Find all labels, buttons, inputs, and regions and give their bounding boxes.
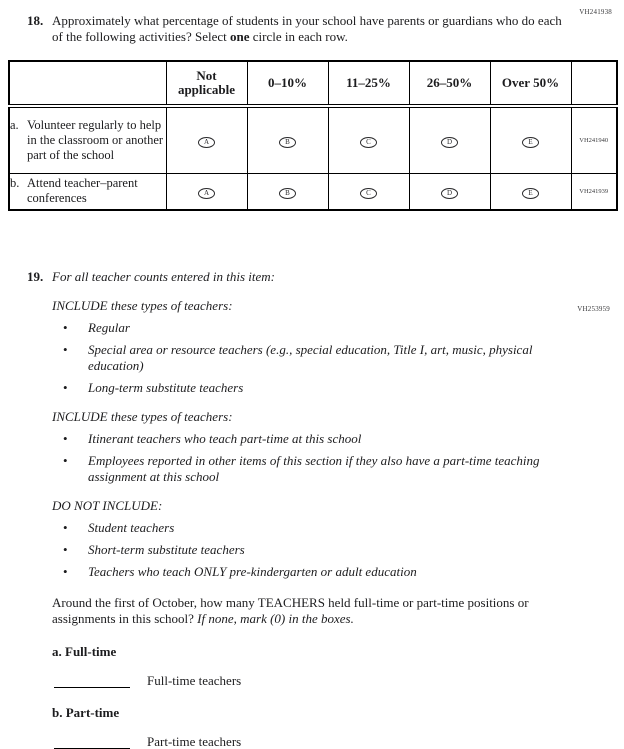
question-19-intro: For all teacher counts entered in this item: xyxy=(52,269,275,284)
list-item xyxy=(52,431,587,447)
question-19-number: 19. xyxy=(27,269,44,284)
list-item xyxy=(52,320,587,336)
include-heading-1: INCLUDE these types of teachers: xyxy=(52,298,233,313)
header-26-50: 26–50% xyxy=(409,61,490,106)
table-header-row xyxy=(9,61,617,106)
item-code-q19: VH253959 xyxy=(577,305,610,313)
answer-a-label: a. Full-time xyxy=(52,644,117,659)
bullet-icon: • xyxy=(63,342,68,357)
header-blank xyxy=(9,61,166,106)
question-18-number: 18. xyxy=(27,13,44,28)
question-19-body xyxy=(52,269,587,749)
answer-b-label: b. Part-time xyxy=(52,705,120,720)
row-a-label-cell xyxy=(9,106,166,173)
answer-bubble-b5[interactable]: E xyxy=(522,188,539,199)
answer-a-line xyxy=(52,673,587,688)
question-18-text-part2: circle in each row. xyxy=(249,28,348,44)
header-not-applicable: Not applicable xyxy=(166,61,247,106)
bullet-icon: • xyxy=(63,431,68,446)
table-row-a xyxy=(9,106,617,173)
answer-bubble-a1[interactable]: A xyxy=(198,137,215,148)
answer-bubble-b3[interactable]: C xyxy=(360,188,377,199)
include-heading-2: INCLUDE these types of teachers: xyxy=(52,409,233,424)
part-time-teachers-label: Part-time teachers xyxy=(147,734,242,749)
bullet-icon: • xyxy=(63,453,68,468)
bullet-text-regular: Regular xyxy=(88,320,130,335)
list-item xyxy=(52,542,587,558)
table-row-b xyxy=(9,173,617,210)
row-a-code: VH241940 xyxy=(571,106,617,173)
header-code-blank xyxy=(571,61,617,106)
full-time-teachers-label: Full-time teachers xyxy=(147,673,242,688)
bullet-icon: • xyxy=(63,542,68,557)
list-item xyxy=(52,380,587,396)
answer-bubble-a5[interactable]: E xyxy=(522,137,539,148)
question-18-text-part1: Approximately what percentage of students in your school have parents or guardians who do each of the following activities? Select xyxy=(52,13,562,44)
row-b-label: Attend teacher–parent conferences xyxy=(27,176,138,206)
question-19-final-text xyxy=(52,595,544,627)
answer-bubble-b1[interactable]: A xyxy=(198,188,215,199)
do-not-include-heading: DO NOT INCLUDE: xyxy=(52,498,163,513)
bullet-icon: • xyxy=(63,380,68,395)
row-b-code: VH241939 xyxy=(571,173,617,210)
bullet-text-short-term: Short-term substitute teachers xyxy=(88,542,245,557)
answer-table xyxy=(8,60,618,211)
answer-bubble-b4[interactable]: D xyxy=(441,188,458,199)
bullet-text-special-area: Special area or resource teachers (e.g., special education, Title I, art, music, physical education) xyxy=(88,342,533,373)
bullet-text-itinerant: Itinerant teachers who teach part-time at this school xyxy=(88,431,362,446)
answer-bubble-a2[interactable]: B xyxy=(279,137,296,148)
bullet-text-long-term: Long-term substitute teachers xyxy=(88,380,244,395)
answer-b-line xyxy=(52,734,587,749)
list-item xyxy=(52,342,587,374)
question-18 xyxy=(0,0,624,44)
list-item xyxy=(52,453,587,485)
item-code-q18: VH241938 xyxy=(579,8,612,16)
row-a-label: Volunteer regularly to help in the classroom or another part of the school xyxy=(27,117,164,162)
answer-bubble-b2[interactable]: B xyxy=(279,188,296,199)
question-19 xyxy=(27,269,624,749)
list-item xyxy=(52,520,587,536)
bullet-text-employees: Employees reported in other items of this section if they also have a part-time teaching assignment at this school xyxy=(88,453,540,484)
header-11-25: 11–25% xyxy=(328,61,409,106)
list-item xyxy=(52,564,587,580)
fill-in-blank-full-time[interactable] xyxy=(54,674,130,688)
fill-in-blank-part-time[interactable] xyxy=(54,735,130,749)
bullet-icon: • xyxy=(63,520,68,535)
final-text-roman: Around the first of October, how many TEACHERS held full-time or part-time positions or assignments in this school? xyxy=(52,595,529,626)
header-over-50: Over 50% xyxy=(490,61,571,106)
row-b-prefix: b. xyxy=(10,176,20,191)
final-text-italic: If none, mark (0) in the boxes. xyxy=(197,611,354,626)
bullet-text-only-prek: Teachers who teach ONLY pre-kindergarten or adult education xyxy=(88,564,417,579)
answer-bubble-a4[interactable]: D xyxy=(441,137,458,148)
bullet-icon: • xyxy=(63,320,68,335)
question-18-bold-word: one xyxy=(229,28,250,44)
row-b-label-cell xyxy=(9,173,166,210)
header-0-10: 0–10% xyxy=(247,61,328,106)
bullet-text-student-teachers: Student teachers xyxy=(88,520,175,535)
bullet-icon: • xyxy=(63,564,68,579)
row-a-prefix: a. xyxy=(10,117,19,132)
question-18-text xyxy=(52,13,575,44)
answer-bubble-a3[interactable]: C xyxy=(360,137,377,148)
